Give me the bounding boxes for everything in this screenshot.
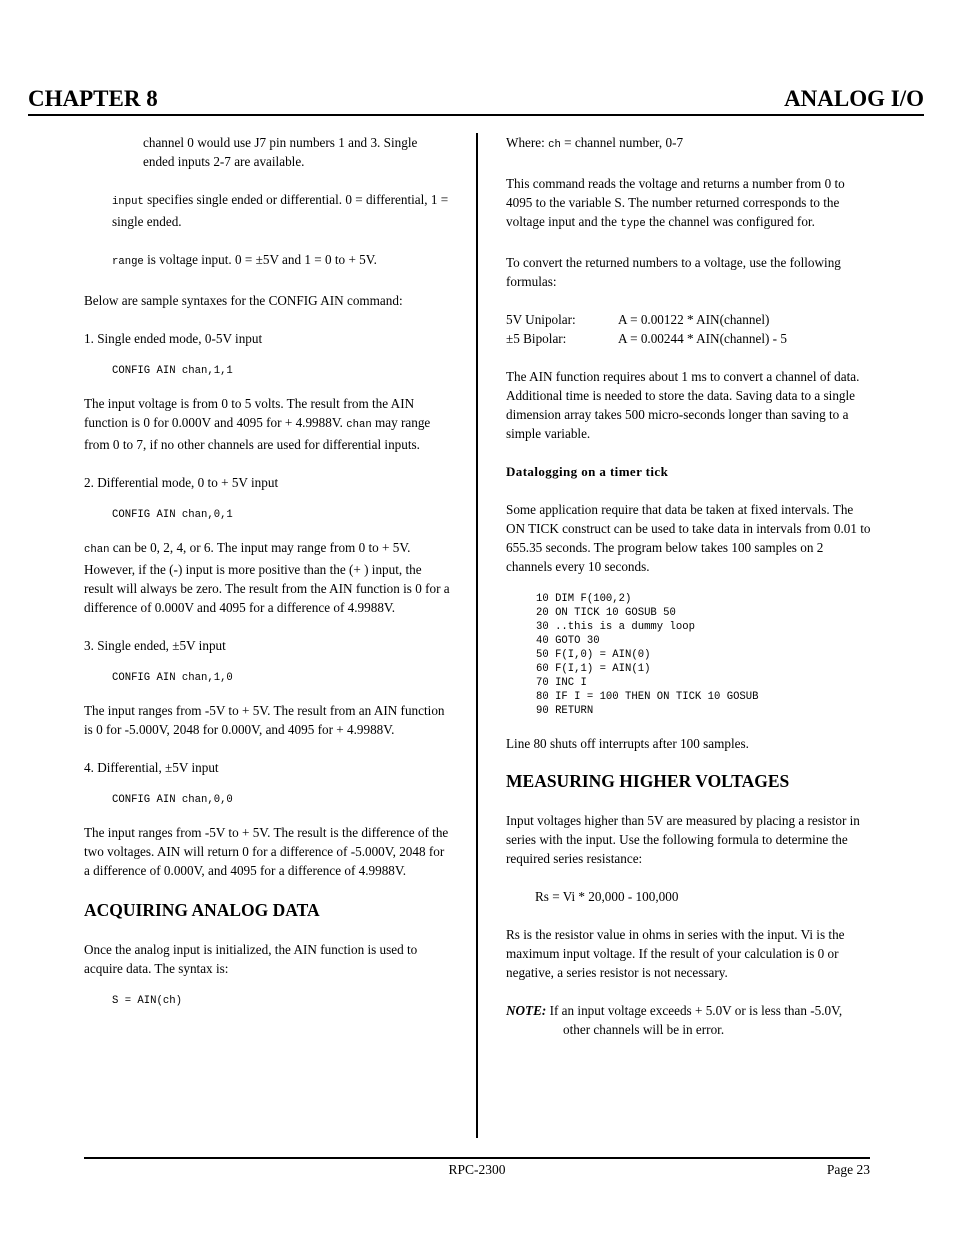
formula-bipolar — [506, 329, 871, 348]
footer-model: RPC-2300 — [448, 1162, 506, 1177]
paragraph-tick: Some application require that data be taken at fixed intervals. The ON TICK construct can be used to take data in intervals from 0.01 to 655.35 seconds. The program below takes 100 samples on 2 channels every 10 seconds. — [506, 502, 871, 574]
subheading-datalogging: Datalogging on a timer tick — [506, 464, 669, 479]
formula-unipolar-expr: A = 0.00122 * AIN(channel) — [618, 312, 770, 327]
list-item-1: 1. Single ended mode, 0-5V input — [84, 331, 263, 346]
paragraph-line80: Line 80 shuts off interrupts after 100 samples. — [506, 736, 749, 751]
heading-measuring: MEASURING HIGHER VOLTAGES — [506, 771, 790, 791]
chapter-number: CHAPTER 8 — [28, 86, 158, 111]
code-config-2: CONFIG AIN chan,0,1 — [112, 509, 233, 521]
list-item-2: 2. Differential mode, 0 to + 5V input — [84, 475, 279, 490]
chapter-header — [28, 85, 924, 116]
reads-text-a: This command reads the voltage and returns a number from 0 to 4095 to the variable S. The number returned corresponds to the voltage input and the — [506, 176, 845, 229]
item1-text-a: The input voltage is from 0 to 5 volts. The result from the AIN function is 0 for 0.000V and 4095 for + 4.9988V. — [84, 396, 415, 430]
input-param-text: specifies single ended or differential. 0 = differential, 1 = single ended. — [112, 192, 449, 229]
keyword-ch: ch — [548, 139, 561, 151]
item2-text: can be 0, 2, 4, or 6. The input may range from 0 to + 5V. However, if the (-) input is more positive than the (+ ) input, the result will always be zero. The result from the AIN function is 0 for a difference of 0.000V and 4095 for a difference of 4.9988V. — [84, 540, 450, 615]
footer-rule — [84, 1157, 870, 1159]
paragraph-measuring: Input voltages higher than 5V are measured by placing a resistor in series with the input. Use the following formula to determine the required series resistance: — [506, 813, 860, 866]
column-divider — [476, 133, 478, 1138]
note-label: NOTE: — [506, 1003, 547, 1018]
keyword-range: range — [112, 256, 144, 268]
code-ain-syntax: S = AIN(ch) — [112, 995, 182, 1007]
code-line: 40 GOTO 30 — [536, 635, 600, 647]
where-text: = channel number, 0-7 — [560, 135, 684, 150]
code-datalogging — [506, 592, 871, 718]
heading-acquiring: ACQUIRING ANALOG DATA — [84, 900, 320, 920]
reads-text-b: the channel was configured for. — [645, 214, 815, 229]
code-line: 70 INC I — [536, 677, 587, 689]
code-line: 20 ON TICK 10 GOSUB 50 — [536, 607, 676, 619]
paragraph-item2 — [84, 538, 450, 617]
range-param-text: is voltage input. 0 = ±5V and 1 = 0 to + 5V. — [143, 252, 377, 267]
formula-unipolar-label: 5V Unipolar: — [506, 312, 576, 327]
paragraph-where — [506, 133, 871, 155]
paragraph-item3: The input ranges from -5V to + 5V. The result from an AIN function is 0 for -5.000V, 2048 for 0.000V, and 4095 for + 4.9988V. — [84, 703, 445, 737]
code-line: 80 IF I = 100 THEN ON TICK 10 GOSUB — [536, 691, 759, 703]
paragraph-item4: The input ranges from -5V to + 5V. The result is the difference of the two voltages. AIN will return 0 for a difference of -5.000V, 2048 for a difference of 0.000V, and 4095 for a difference of 4.9988V. — [84, 825, 449, 878]
list-item-4: 4. Differential, ±5V input — [84, 760, 219, 775]
paragraph-reads — [506, 174, 871, 234]
keyword-chan: chan — [346, 419, 372, 431]
formula-bipolar-label: ±5 Bipolar: — [506, 331, 567, 346]
code-config-3: CONFIG AIN chan,1,0 — [112, 672, 233, 684]
paragraph-range-param — [84, 250, 450, 272]
paragraph-sample-syntaxes: Below are sample syntaxes for the CONFIG AIN command: — [84, 293, 403, 308]
code-line: 10 DIM F(100,2) — [536, 593, 632, 605]
code-config-4: CONFIG AIN chan,0,0 — [112, 794, 233, 806]
where-label: Where: — [506, 135, 549, 150]
paragraph-ain-timing: The AIN function requires about 1 ms to convert a channel of data. Additional time is needed to store the data. Saving data to a single dimension array takes 500 micro-seconds longer than saving to a simple variable. — [506, 369, 860, 441]
paragraph-item1 — [84, 394, 450, 454]
chapter-title: ANALOG I/O — [784, 86, 924, 111]
paragraph-convert: To convert the returned numbers to a voltage, use the following formulas: — [506, 255, 841, 289]
keyword-input: input — [112, 196, 144, 208]
paragraph-pins: channel 0 would use J7 pin numbers 1 and 3. Single ended inputs 2-7 are available. — [143, 135, 418, 169]
code-line: 50 F(I,0) = AIN(0) — [536, 649, 651, 661]
right-column — [506, 133, 871, 1039]
formula-unipolar — [506, 310, 871, 329]
left-column — [84, 133, 450, 1024]
list-item-3: 3. Single ended, ±5V input — [84, 638, 226, 653]
formula-table — [506, 310, 871, 348]
code-line: 90 RETURN — [536, 705, 594, 717]
note-text: If an input voltage exceeds + 5.0V or is less than -5.0V, other channels will be in error. — [546, 1003, 843, 1037]
item1-text-b: may range from 0 to 7, if no other channels are used for differential inputs. — [84, 415, 431, 452]
code-config-1: CONFIG AIN chan,1,1 — [112, 365, 233, 377]
formula-rs: Rs = Vi * 20,000 - 100,000 — [535, 889, 679, 904]
code-line: 30 ..this is a dummy loop — [536, 621, 695, 633]
paragraph-input-param — [84, 190, 450, 231]
keyword-chan-2: chan — [84, 544, 110, 556]
formula-bipolar-expr: A = 0.00244 * AIN(channel) - 5 — [618, 331, 787, 346]
paragraph-rs: Rs is the resistor value in ohms in series with the input. Vi is the maximum input voltage. If the result of your calculation is 0 or negative, a series resistor is not necessary. — [506, 927, 845, 980]
note — [506, 1001, 871, 1039]
footer-page-number: Page 23 — [826, 1162, 870, 1177]
code-line: 60 F(I,1) = AIN(1) — [536, 663, 651, 675]
paragraph-acquire: Once the analog input is initialized, the AIN function is used to acquire data. The syntax is: — [84, 942, 418, 976]
keyword-type: type — [620, 218, 646, 230]
